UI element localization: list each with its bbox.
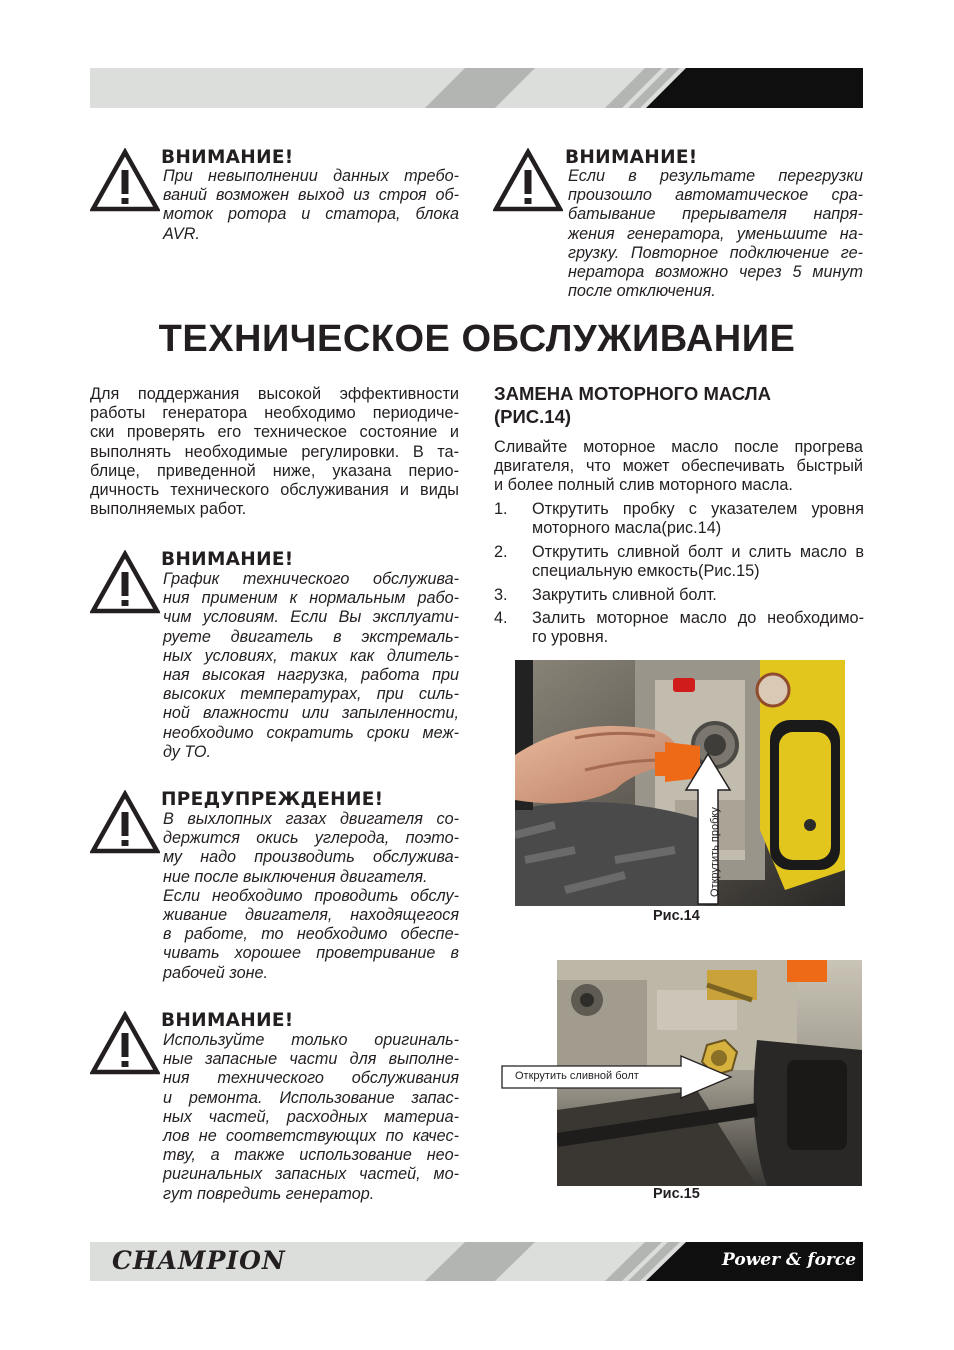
warning-triangle-icon — [90, 550, 160, 614]
warning-title: ВНИМАНИЕ! — [161, 549, 294, 570]
warning-title: ВНИМАНИЕ! — [161, 147, 294, 168]
list-item: 2. Открутить сливной болт и слить масло в специальную емкость(Рис.15) — [494, 542, 864, 581]
warning-triangle-icon — [493, 148, 563, 212]
figure-14-label: Открутить пробку — [709, 807, 721, 897]
figure-15-label: Открутить сливной болт — [515, 1070, 639, 1082]
steps-list — [494, 500, 864, 652]
warning-triangle-icon — [90, 790, 160, 854]
warning-title: ВНИМАНИЕ! — [565, 147, 698, 168]
list-item: 3. Закрутить сливной болт. — [494, 585, 717, 604]
figure-caption: Рис.14 — [653, 908, 700, 924]
intro-paragraph: Для поддержания высокой эффективности работы генератора необходимо периодиче- ски проверять его техническое состояние и выполнять необходимые регулировки. В та- блице, приведенной ниже, указана перио- дичность технического обслуживания и виды выполняемых работ. — [90, 385, 459, 519]
section-intro: Сливайте моторное масло после прогрева двигателя, что может обеспечивать быстрый и более полный слив моторного масла. — [494, 438, 863, 495]
warning-triangle-icon — [90, 1011, 160, 1075]
warning-text: При невыполнении данных требо- ваний возможен выход из строя об- моток ротора и статора, блока AVR. — [163, 167, 459, 243]
warning-title: ВНИМАНИЕ! — [161, 1010, 294, 1031]
warning-title: ПРЕДУПРЕЖДЕНИЕ! — [161, 789, 384, 810]
section-title: ЗАМЕНА МОТОРНОГО МАСЛА (РИС.14) — [494, 383, 772, 427]
list-item: 1. Открутить пробку с указателем уровня моторного масла(рис.14) — [494, 500, 864, 538]
warning-text: Используйте только оригиналь- ные запасные части для выполне- ния технического обслуживания и ремонта. Использование запас- ных частей, расходных материа- лов не соответствующих по качес- тву, а также использование нео- ригинальных запасных частей, мо- гут повредить генератор. — [163, 1031, 459, 1203]
warning-text: В выхлопных газах двигателя со- держится окись углерода, поэто- му надо производить обслужива- ние после выключения двигателя. Если необходимо проводить обслу- живание двигателя, находящегося в работе, то необходимо обеспе- чивать хорошее проветривание в рабочей зоне. — [163, 810, 459, 982]
arrow-up-icon — [684, 752, 732, 906]
figure-14-photo — [515, 660, 845, 906]
warning-text: Если в результате перегрузки произошло автоматическое сра- батывание прерывателя напря- жения генератора, уменьшите на- грузку. Повторное подключение ге- нератора возможно через 5 минут после отключения. — [568, 167, 863, 301]
figure-caption: Рис.15 — [653, 1186, 700, 1202]
warning-text: График технического обслужива- ния применим к нормальным рабо- чим условиям. Если Вы эксплуати- руете двигатель в экстремаль- ных условиях, таких как длитель- ная высокая нагрузка, работа при высоких температурах, при силь- ной влажности или запыленности, необходимо сократить сроки меж- ду ТО. — [163, 570, 459, 761]
list-item: 4. Залить моторное масло до необходимо- го уровня. — [494, 609, 864, 647]
page-title: ТЕХНИЧЕСКОЕ ОБСЛУЖИВАНИЕ — [158, 318, 796, 360]
brand-slogan: Power & force — [722, 1250, 857, 1270]
brand-logo: CHAMPION — [112, 1246, 286, 1275]
warning-triangle-icon — [90, 148, 160, 212]
header-bar — [90, 68, 863, 108]
